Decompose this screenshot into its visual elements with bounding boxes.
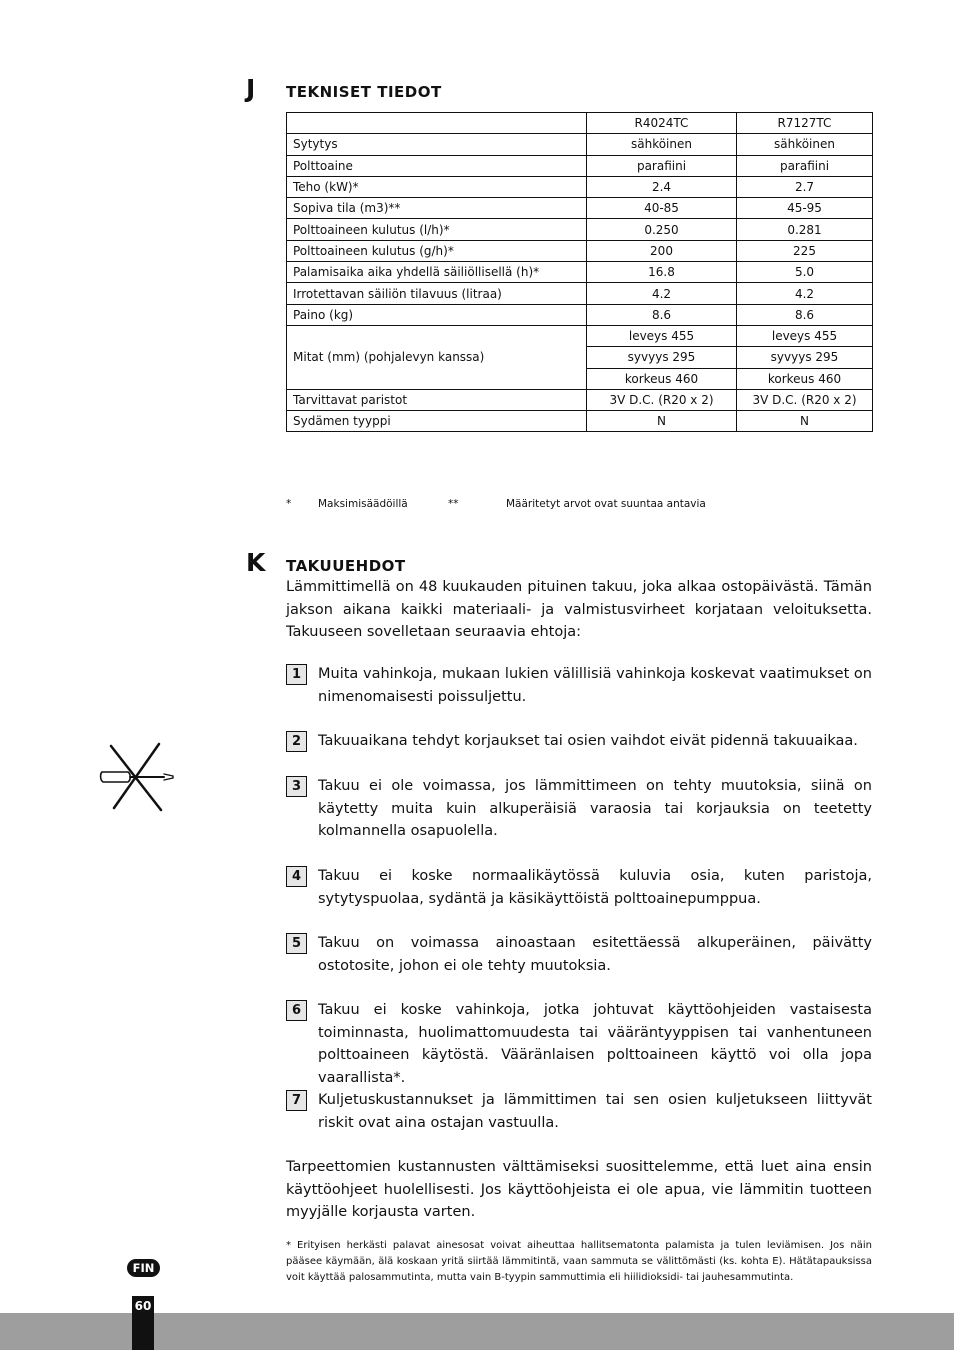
spec-header-row bbox=[287, 113, 873, 134]
spec-value: 200 bbox=[587, 240, 737, 261]
footnote-mark-2: ** bbox=[448, 498, 459, 510]
spec-row bbox=[287, 262, 873, 283]
spec-row bbox=[287, 155, 873, 176]
spec-label: Sopiva tila (m3)** bbox=[287, 198, 587, 219]
spec-value: 4.2 bbox=[587, 283, 737, 304]
spec-value: N bbox=[737, 411, 873, 432]
warranty-closing: Tarpeettomien kustannusten välttämiseksi suosittelemme, että luet aina ensin käyttöohjeet huolellisesti. Jos käyttöohjeista ei ole apua, vie lämmitin tuotteen myyjälle korjausta varten. bbox=[286, 1159, 872, 1220]
spec-value: sähköinen bbox=[737, 134, 873, 155]
section-title-technical-data: TEKNISET TIEDOT bbox=[286, 83, 442, 101]
footnote-text-2: Määritetyt arvot ovat suuntaa antavia bbox=[506, 498, 706, 510]
spec-value: syvyys 295 bbox=[587, 347, 737, 368]
spec-row bbox=[287, 176, 873, 197]
spec-row bbox=[287, 198, 873, 219]
spec-value: korkeus 460 bbox=[587, 368, 737, 389]
spec-value: 0.281 bbox=[737, 219, 873, 240]
footnote-mark-1: * bbox=[286, 498, 292, 510]
item-text: Takuuaikana tehdyt korjaukset tai osien vaihdot eivät pidennä takuuaikaa. bbox=[318, 733, 858, 749]
item-text: Takuu ei koske normaalikäytössä kuluvia osia, kuten paristoja, sytytyspuolaa, sydäntä ja käsikäyttöistä polttoainepumppua. bbox=[318, 868, 872, 907]
spec-label: Polttoaineen kulutus (g/h)* bbox=[287, 240, 587, 261]
item-text: Muita vahinkoja, mukaan lukien välillisiä vahinkoja koskevat vaatimukset on nimenomaisesti poissuljettu. bbox=[318, 666, 872, 705]
spec-value: N bbox=[587, 411, 737, 432]
spec-label bbox=[287, 113, 587, 134]
spec-label: Tarvittavat paristot bbox=[287, 389, 587, 410]
spec-value: parafiini bbox=[587, 155, 737, 176]
item-text: Takuu ei ole voimassa, jos lämmittimeen on tehty muutoksia, siinä on käytetty muita kuin alkuperäisiä varaosia tai korjauksia on teetetty kolmannella osapuolella. bbox=[318, 778, 872, 839]
spec-label: Sydämen tyyppi bbox=[287, 411, 587, 432]
crossed-screwdriver-icon bbox=[98, 742, 176, 814]
spec-row bbox=[287, 411, 873, 432]
spec-value: leveys 455 bbox=[737, 325, 873, 346]
item-number: 3 bbox=[286, 776, 307, 797]
item-text: Takuu ei koske vahinkoja, jotka johtuvat käyttöohjeiden vastaisesta toiminnasta, huolimattomuudesta tai vääräntyyppisen tai vanhentuneen polttoaineen käytöstä. Vääränlaisen polttoaineen käyttö voi olla jopa vaarallista*. bbox=[318, 1002, 872, 1086]
spec-value: 16.8 bbox=[587, 262, 737, 283]
spec-dimension-row bbox=[287, 325, 873, 346]
item-number: 1 bbox=[286, 664, 307, 685]
spec-value: R7127TC bbox=[737, 113, 873, 134]
language-badge: FIN bbox=[127, 1259, 160, 1277]
spec-value: sähköinen bbox=[587, 134, 737, 155]
item-text: Takuu on voimassa ainoastaan esitettäessä alkuperäinen, päivätty ostotosite, johon ei ole tehty muutoksia. bbox=[318, 935, 872, 974]
section-letter-j: J bbox=[246, 74, 256, 103]
page-number: 60 bbox=[132, 1296, 154, 1350]
spec-value: 0.250 bbox=[587, 219, 737, 240]
spec-value: 3V D.C. (R20 x 2) bbox=[587, 389, 737, 410]
spec-row bbox=[287, 219, 873, 240]
item-number: 7 bbox=[286, 1090, 307, 1111]
spec-table bbox=[286, 112, 873, 432]
spec-value: syvyys 295 bbox=[737, 347, 873, 368]
spec-value: 3V D.C. (R20 x 2) bbox=[737, 389, 873, 410]
spec-value: 40-85 bbox=[587, 198, 737, 219]
spec-label: Sytytys bbox=[287, 134, 587, 155]
item-number: 6 bbox=[286, 1000, 307, 1021]
spec-row bbox=[287, 134, 873, 155]
spec-value: 2.7 bbox=[737, 176, 873, 197]
spec-label: Paino (kg) bbox=[287, 304, 587, 325]
spec-row bbox=[287, 283, 873, 304]
footnote-text-1: Maksimisäädöillä bbox=[318, 498, 408, 510]
spec-value: leveys 455 bbox=[587, 325, 737, 346]
spec-value: korkeus 460 bbox=[737, 368, 873, 389]
spec-row bbox=[287, 304, 873, 325]
spec-value: 45-95 bbox=[737, 198, 873, 219]
item-text: Kuljetuskustannukset ja lämmittimen tai sen osien kuljetukseen liittyvät riskit ovat aina ostajan vastuulla. bbox=[318, 1092, 872, 1131]
spec-value: 8.6 bbox=[737, 304, 873, 325]
spec-value: R4024TC bbox=[587, 113, 737, 134]
fire-warning-note: * Erityisen herkästi palavat ainesosat voivat aiheuttaa hallitsematonta palamista ja tulen leviämisen. Jos näin pääsee käymään, älä koskaan yritä siirtää lämmitintä, vaan sammuta se välittömästi (ks. kohta E). Hätätapauksissa voit käyttää palosammutinta, mutta vain B-tyypin sammuttimia eli hiilidioksidi- tai jauhesammutinta. bbox=[286, 1240, 872, 1283]
spec-label: Polttoaineen kulutus (l/h)* bbox=[287, 219, 587, 240]
spec-value: 5.0 bbox=[737, 262, 873, 283]
section-letter-k: K bbox=[246, 548, 266, 577]
spec-value: 8.6 bbox=[587, 304, 737, 325]
item-number: 4 bbox=[286, 866, 307, 887]
item-number: 5 bbox=[286, 933, 307, 954]
spec-label: Irrotettavan säiliön tilavuus (litraa) bbox=[287, 283, 587, 304]
spec-label: Mitat (mm) (pohjalevyn kanssa) bbox=[287, 325, 587, 389]
item-number: 2 bbox=[286, 731, 307, 752]
spec-label: Teho (kW)* bbox=[287, 176, 587, 197]
spec-value: 4.2 bbox=[737, 283, 873, 304]
spec-label: Polttoaine bbox=[287, 155, 587, 176]
spec-value: 2.4 bbox=[587, 176, 737, 197]
warranty-intro: Lämmittimellä on 48 kuukauden pituinen takuu, joka alkaa ostopäivästä. Tämän jakson aikana kaikki materiaali- ja valmistusvirheet korjataan veloituksetta. Takuuseen sovelletaan seuraavia ehtoja: bbox=[286, 579, 872, 640]
spec-value: 225 bbox=[737, 240, 873, 261]
spec-value: parafiini bbox=[737, 155, 873, 176]
spec-row bbox=[287, 240, 873, 261]
spec-row bbox=[287, 389, 873, 410]
spec-label: Palamisaika aika yhdellä säiliöllisellä (h)* bbox=[287, 262, 587, 283]
section-title-warranty: TAKUUEHDOT bbox=[286, 557, 406, 575]
